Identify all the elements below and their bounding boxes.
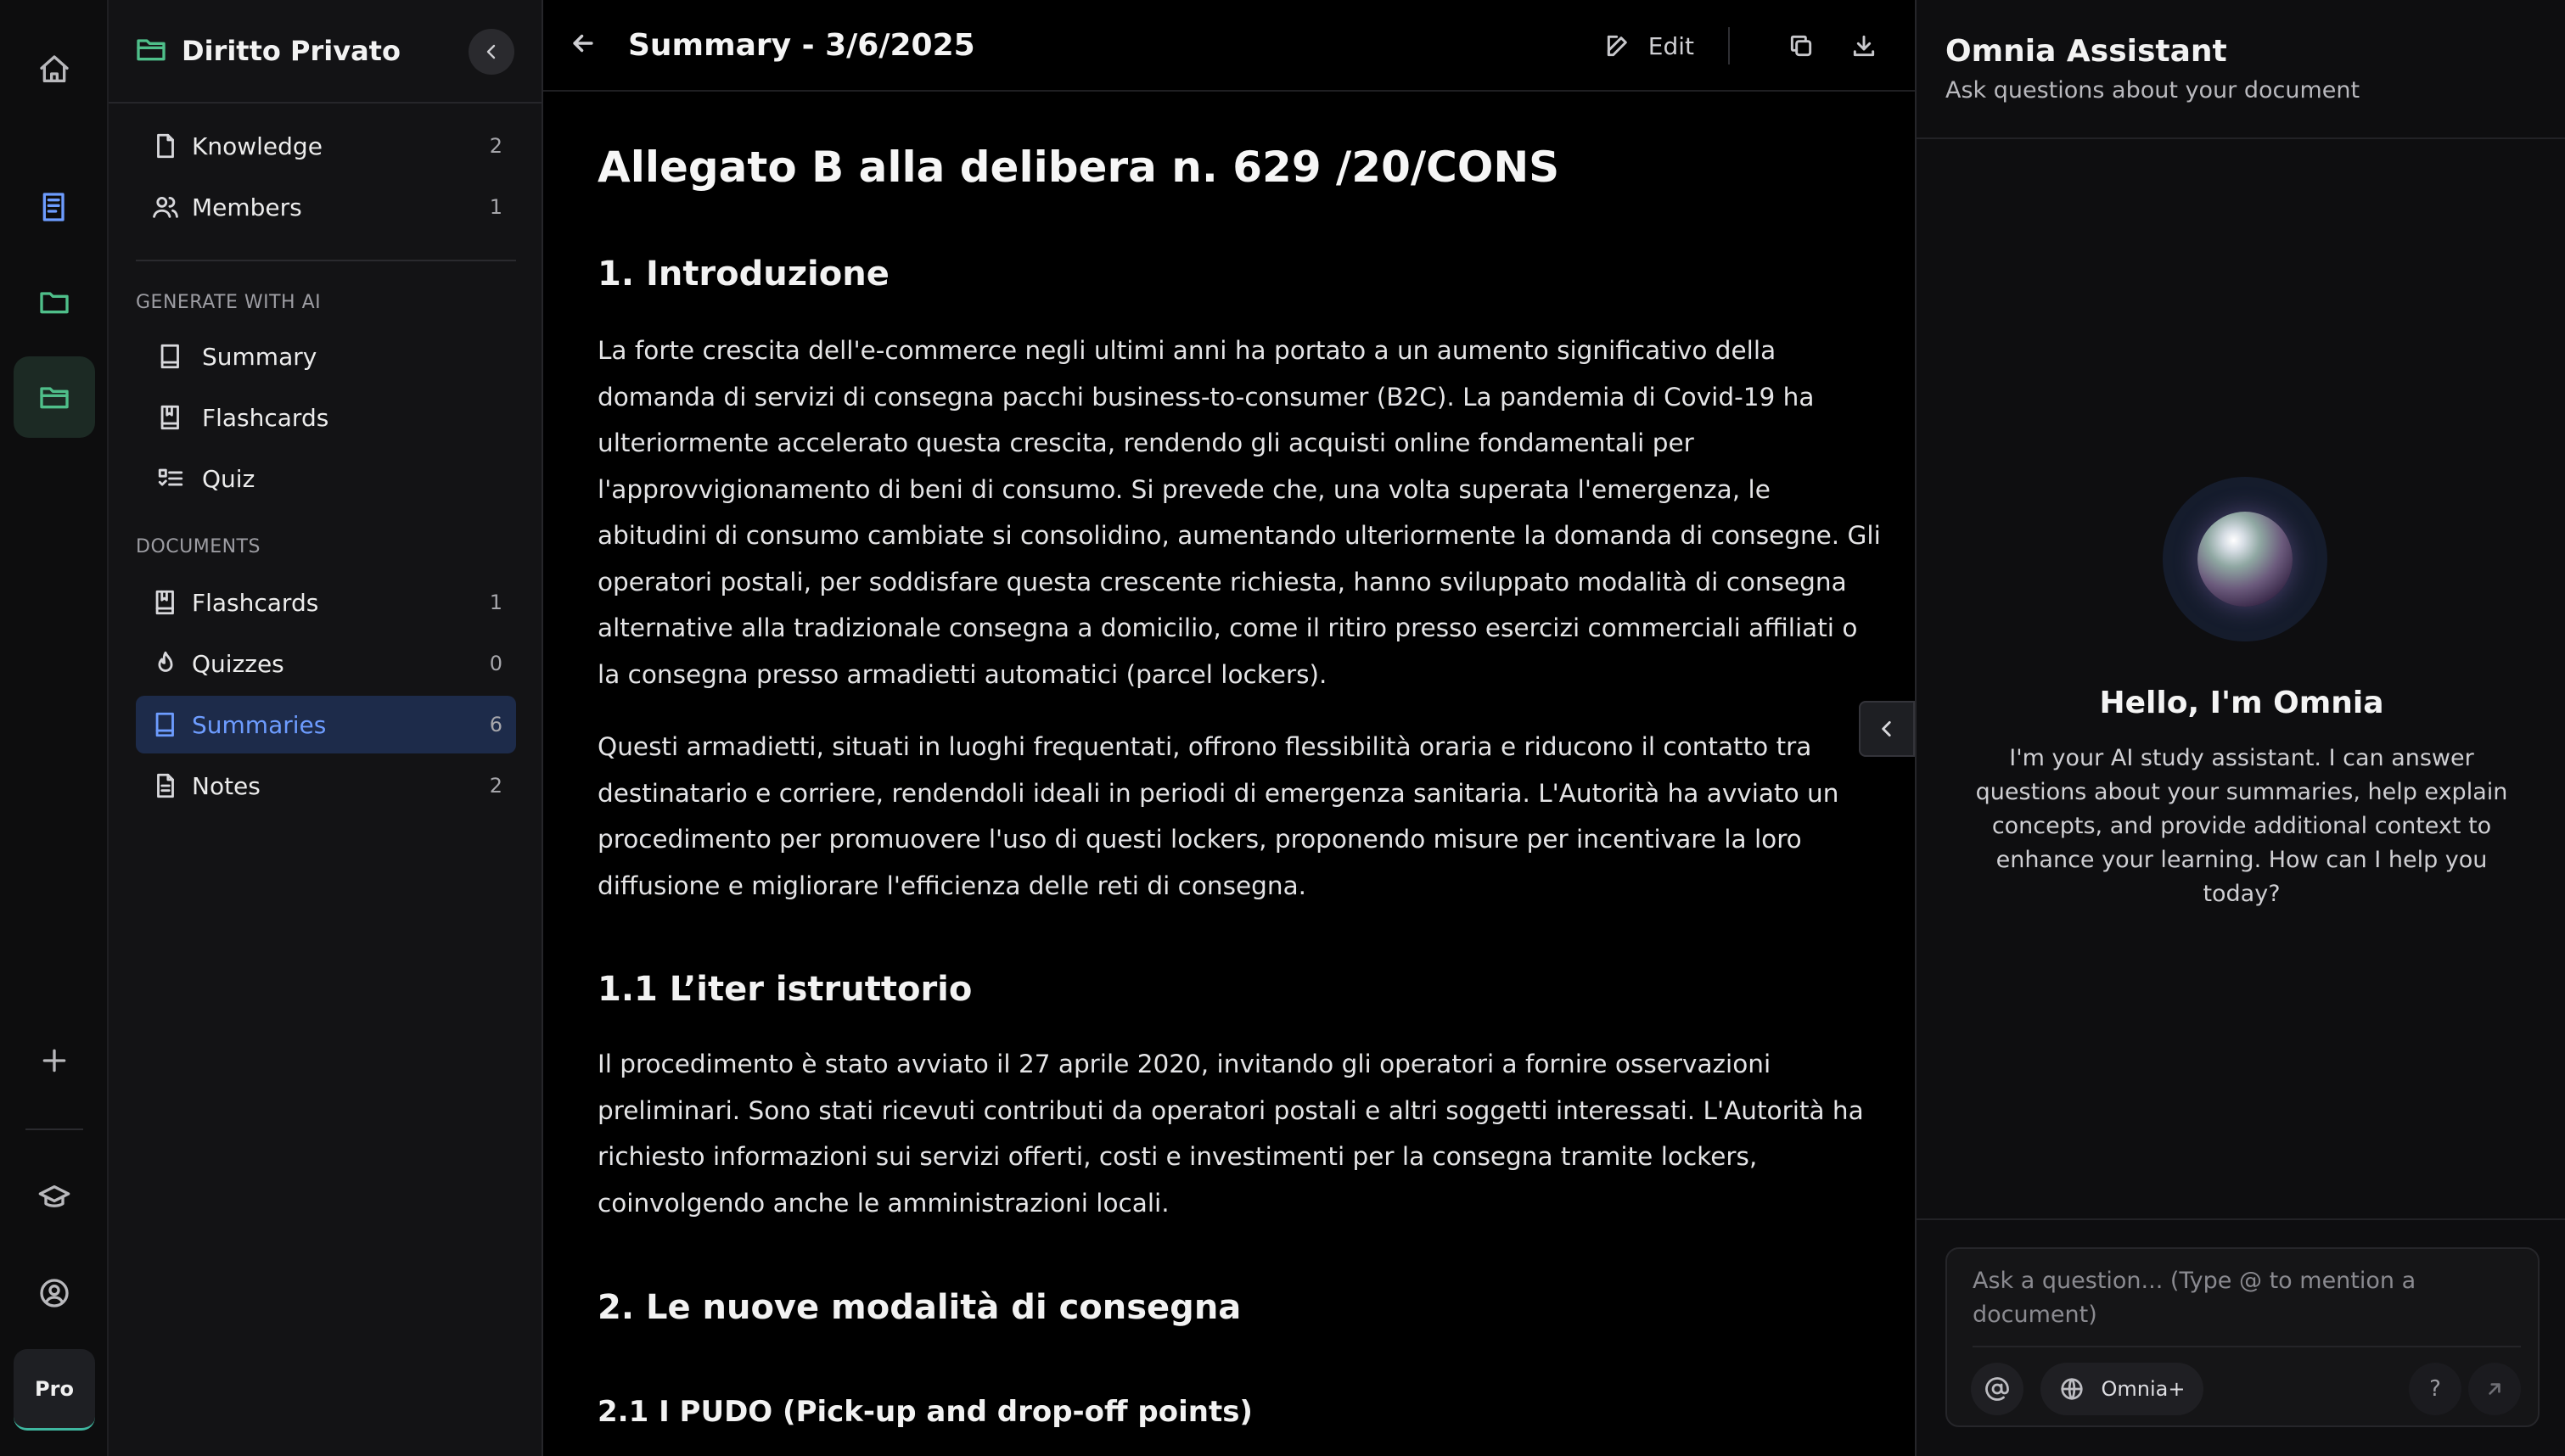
at-sign-icon [1984, 1376, 2010, 1402]
pro-badge-button[interactable]: Pro [14, 1349, 95, 1431]
download-icon [1850, 32, 1877, 59]
send-button[interactable] [2468, 1363, 2521, 1415]
item-count: 6 [489, 713, 502, 736]
sidebar-header [109, 0, 542, 104]
paragraph: Il procedimento è stato avviato il 27 aprile 2020, invitando gli operatori a fornire osservazioni preliminari. Sono stati ricevuti contributi da operatori postali e altri soggetti interessati. L'Autorità ha richiesto informazioni sui servizi offerti, costi e investimenti per la consegna tramite lockers, coinvolgendo anche le amministrazioni locali. [598, 1050, 1864, 1218]
courses-button[interactable] [14, 1157, 95, 1239]
help-button[interactable]: ? [2409, 1363, 2461, 1415]
assistant-greeting: Hello, I'm Omnia [2099, 686, 2384, 720]
home-icon [37, 53, 71, 87]
file-icon [149, 130, 182, 162]
sidebar-item-generate-flashcards[interactable] [136, 389, 516, 446]
sidebar-item-summaries[interactable] [136, 696, 516, 753]
assistant-subtitle: Ask questions about your document [1945, 77, 2360, 104]
app-rail [0, 0, 109, 1456]
item-count: 2 [489, 134, 502, 158]
book-icon [37, 190, 71, 224]
item-count: 0 [489, 652, 502, 675]
sidebar-item-label: Quizzes [192, 649, 284, 678]
chevron-left-icon [1876, 718, 1898, 740]
assistant-intro: I'm your AI study assistant. I can answer questions about your summaries, help explain concepts, and provide additional context to enhance your learning. How can I help you today? [1975, 745, 2508, 907]
sidebar-item-knowledge[interactable] [136, 117, 516, 175]
folder-open-icon [37, 380, 71, 414]
folder-icon [37, 285, 71, 319]
subsection-heading: 2.1 I PUDO (Pick-up and drop-off points) [598, 1395, 1253, 1429]
sidebar-item-quizzes[interactable] [136, 635, 516, 692]
model-label: Omnia+ [2101, 1377, 2186, 1401]
sidebar-item-label: Summaries [192, 710, 327, 739]
copy-icon [1788, 32, 1815, 59]
assistant-title: Omnia Assistant [1945, 34, 2227, 69]
book-icon [149, 708, 182, 741]
back-button[interactable] [569, 29, 598, 61]
section-heading: 1.1 L’iter istruttorio [598, 970, 973, 1009]
collapse-sidebar-button[interactable] [469, 29, 514, 75]
copy-button[interactable] [1784, 29, 1818, 63]
arrow-left-icon [569, 29, 598, 58]
item-count: 1 [489, 591, 502, 614]
sidebar-item-summary[interactable] [136, 328, 516, 385]
add-button[interactable] [14, 1020, 95, 1101]
globe-icon [2059, 1376, 2085, 1402]
document-view [543, 0, 1915, 1456]
edit-button[interactable] [1604, 32, 1694, 60]
chevron-left-icon [481, 42, 502, 62]
item-count: 1 [489, 195, 502, 219]
sidebar-item-members[interactable] [136, 178, 516, 236]
bookmark-book-icon [149, 586, 182, 619]
sidebar-item-label: Summary [202, 342, 317, 371]
library-button[interactable] [14, 166, 95, 248]
sidebar-item-label: Flashcards [202, 403, 329, 432]
assistant-header [1917, 0, 2565, 139]
folder-open-icon [134, 32, 168, 70]
file-text-icon [149, 770, 182, 802]
sidebar-item-label: Notes [192, 771, 261, 800]
rail-divider [25, 1128, 83, 1130]
item-count: 2 [489, 774, 502, 798]
flame-icon [149, 647, 182, 680]
download-button[interactable] [1847, 29, 1881, 63]
sidebar-item-quiz[interactable] [136, 450, 516, 507]
chat-composer [1945, 1247, 2540, 1427]
folder-open-button[interactable] [14, 356, 95, 438]
sidebar-item-flashcards[interactable] [136, 574, 516, 631]
generate-section-heading: GENERATE WITH AI [136, 292, 322, 313]
toolbar-actions [1604, 0, 1881, 92]
assistant-footer-divider [1917, 1218, 2565, 1220]
document-title: Summary - 3/6/2025 [628, 27, 975, 63]
composer-divider [1973, 1346, 2521, 1347]
sidebar-divider [136, 260, 516, 261]
user-circle-icon [37, 1276, 71, 1310]
sidebar-item-label: Flashcards [192, 588, 319, 617]
list-check-icon [154, 462, 187, 495]
folder-button[interactable] [14, 261, 95, 343]
sidebar-item-label: Quiz [202, 464, 255, 493]
assistant-panel [1915, 0, 2565, 1456]
sidebar-item-label: Members [192, 193, 302, 221]
profile-button[interactable] [14, 1252, 95, 1334]
toggle-assistant-button[interactable] [1859, 701, 1915, 757]
toolbar-divider [1728, 27, 1730, 64]
arrow-up-right-icon [2484, 1378, 2506, 1400]
users-icon [149, 191, 182, 223]
section-heading: 2. Le nuove modalità di consegna [598, 1288, 1242, 1327]
mention-button[interactable] [1971, 1363, 2023, 1415]
plus-icon [37, 1044, 71, 1078]
sidebar-item-notes[interactable] [136, 757, 516, 815]
edit-label: Edit [1647, 31, 1694, 60]
model-selector[interactable] [2040, 1363, 2203, 1415]
orb-icon [2197, 512, 2293, 607]
sidebar-item-label: Knowledge [192, 132, 323, 160]
workspace-sidebar [109, 0, 543, 1456]
workspace-title: Diritto Privato [182, 35, 401, 67]
paragraph: La forte crescita dell'e-commerce negli ultimi anni ha portato a un aumento significativo della domanda di servizi di consegna pacchi business-to-consumer (B2C). La pandemia di Covid-19 ha ulteriormente accelerato questa crescita, rendendo gli acquisti online fondamentali per l'approvvigionamento di beni di consumo. Si prevede che, una volta superata l'emergenza, le abitudini di consumo cambiate si consolidino, aumentando ulteriormente la domanda di consegne. Gli operatori postali, per soddisfare questa crescente richiesta, hanno sviluppato modalità di consegna alternative alla tradizionale consegna a domicilio, come il ritiro presso esercizi commerciali affiliati o la consegna presso armadietti automatici (parcel lockers). [598, 336, 1881, 689]
document-heading: Allegato B alla delibera n. 629 /20/CONS [598, 143, 1560, 192]
bookmark-book-icon [154, 401, 187, 434]
section-heading: 1. Introduzione [598, 255, 890, 294]
paragraph: Questi armadietti, situati in luoghi frequentati, offrono flessibilità oraria e riducono il contatto tra destinatario e corriere, rendendoli ideali in periodi di emergenza sanitaria. L'Autorità ha avviato un procedimento per promuovere l'uso di questi lockers, proponendo misure per incentivare la loro diffusione e migliorare l'efficienza delle reti di consegna. [598, 732, 1839, 900]
assistant-avatar [2163, 477, 2327, 641]
question-input[interactable]: Ask a question... (Type @ to mention a document) [1973, 1268, 2416, 1328]
home-button[interactable] [14, 29, 95, 110]
graduation-cap-icon [37, 1181, 71, 1215]
document-toolbar [543, 0, 1915, 92]
documents-section-heading: DOCUMENTS [136, 536, 261, 557]
book-icon [154, 340, 187, 372]
edit-icon [1604, 32, 1631, 59]
